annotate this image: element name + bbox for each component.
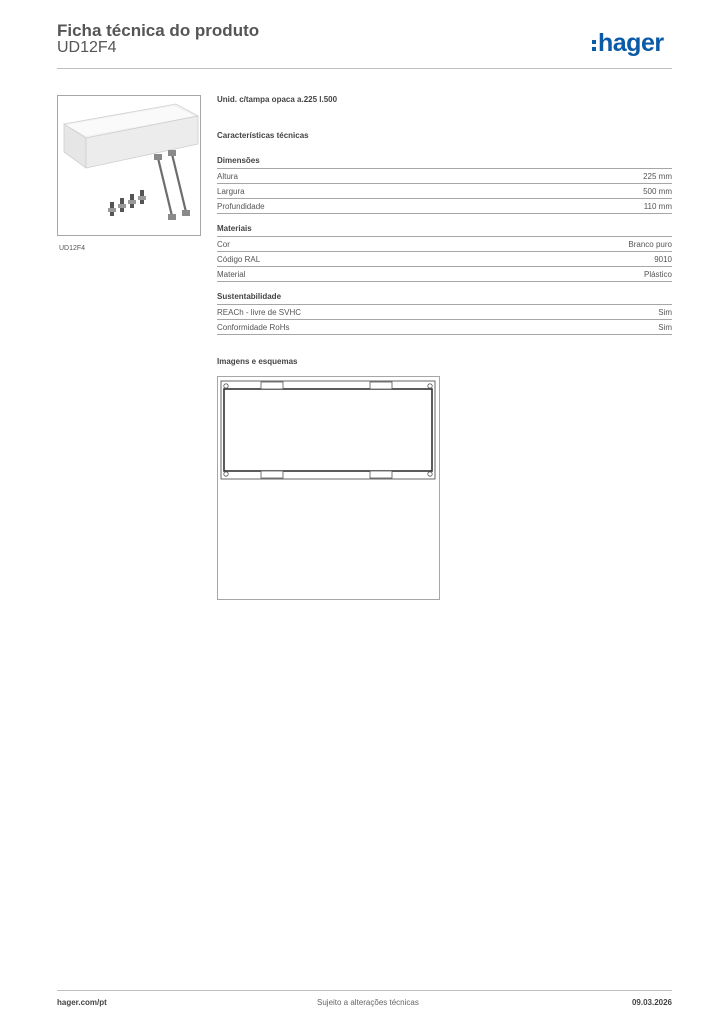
spec-label: Conformidade RoHs — [217, 322, 290, 332]
spec-label: Altura — [217, 171, 238, 181]
spec-label: Largura — [217, 186, 245, 196]
document-title: Ficha técnica do produto — [57, 21, 260, 40]
spec-row — [217, 251, 672, 266]
product-image-caption: UD12F4 — [59, 245, 86, 252]
images-heading: Imagens e esquemas — [217, 357, 298, 366]
spec-value: Sim — [658, 322, 672, 332]
footer-date: 09.03.2026 — [631, 998, 672, 1007]
spec-row — [217, 168, 672, 183]
product-image — [57, 95, 201, 236]
product-name: Unid. c/tampa opaca a.225 l.500 — [217, 95, 338, 104]
spec-row — [217, 198, 672, 214]
spec-label: REACh - livre de SVHC — [217, 307, 302, 317]
section-sustainability — [217, 292, 672, 335]
spec-label: Material — [217, 269, 246, 279]
section-title: Sustentabilidade — [217, 292, 282, 301]
spec-label: Código RAL — [217, 254, 261, 264]
spec-row — [217, 266, 672, 282]
footer-website-link[interactable]: hager.com/pt — [57, 998, 107, 1007]
technical-characteristics-heading: Características técnicas — [217, 131, 309, 140]
logo-wordmark: hager — [598, 28, 664, 57]
spec-label: Cor — [217, 239, 230, 249]
hager-logo[interactable] — [592, 28, 664, 58]
footer-divider — [57, 990, 672, 991]
spec-label: Profundidade — [217, 201, 265, 211]
logo-dots-icon — [592, 40, 596, 51]
spec-value: 9010 — [654, 254, 672, 264]
front-view-drawing — [218, 377, 439, 599]
spec-value: Sim — [658, 307, 672, 317]
footer-notice: Sujeito a alterações técnicas — [317, 998, 419, 1007]
product-reference: UD12F4 — [57, 39, 117, 56]
spec-value: 500 mm — [643, 186, 672, 196]
spec-value: Branco puro — [628, 239, 672, 249]
section-title: Materiais — [217, 224, 252, 233]
spec-row — [217, 304, 672, 319]
header-divider — [57, 68, 672, 69]
spec-value: 110 mm — [643, 201, 672, 211]
spec-row — [217, 236, 672, 251]
section-dimensions — [217, 156, 672, 214]
product-photo-illustration — [58, 96, 200, 235]
section-title: Dimensões — [217, 156, 260, 165]
spec-value: Plástico — [643, 269, 672, 279]
section-materials — [217, 224, 672, 282]
technical-drawing — [217, 376, 440, 600]
spec-value: 225 mm — [643, 171, 672, 181]
spec-row — [217, 319, 672, 335]
spec-row — [217, 183, 672, 198]
